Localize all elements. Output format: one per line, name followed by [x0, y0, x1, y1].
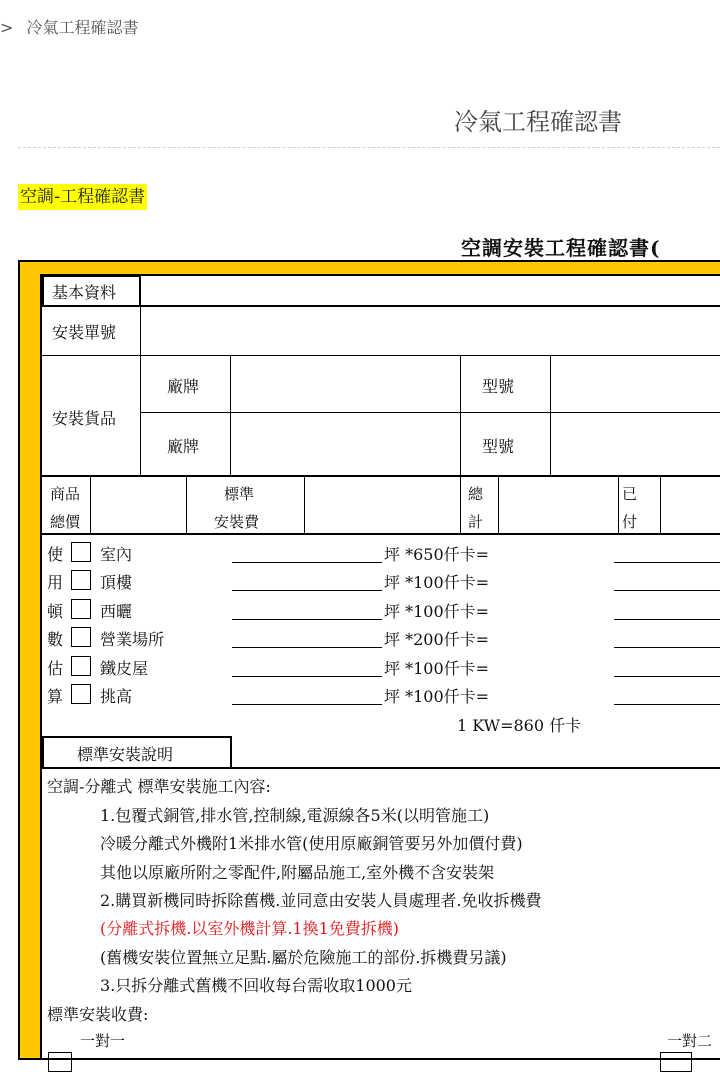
room-rate: 坪 *100仟卡=: [384, 659, 490, 678]
rule: [304, 477, 305, 533]
breadcrumb: [0, 15, 139, 38]
desc-line: 3.只拆分離式舊機不回收每台需收取1000元: [100, 976, 412, 995]
desc-line: 2.購買新機同時拆除舊機.並同意由安裝人員處理者.免收拆機費: [100, 891, 542, 910]
rule: [186, 477, 187, 533]
room-rate: 坪 *650仟卡=: [384, 545, 490, 564]
room-rate: 坪 *100仟卡=: [384, 573, 490, 592]
rule: [232, 676, 382, 677]
desc-red-line: (分離式拆機.以室外機計算.1換1免費拆機): [100, 919, 400, 938]
divider: [18, 147, 720, 148]
brand-label-1: 廠牌: [167, 377, 200, 396]
room-rate: 坪 *100仟卡=: [384, 687, 490, 706]
install-goods-label: 安裝貨品: [52, 409, 117, 428]
document-image: [18, 260, 720, 1060]
kw-note: 1 KW=860 仟卡: [457, 716, 582, 735]
room-checkbox: [71, 599, 91, 619]
breadcrumb-separator: >: [0, 18, 14, 37]
rule: [42, 533, 720, 535]
rule: [42, 305, 720, 307]
room-rate: 坪 *200仟卡=: [384, 630, 490, 649]
std-desc-label: 標準安裝說明: [77, 745, 174, 764]
document-form: [40, 274, 720, 1058]
total-price-label-1: 商品: [50, 485, 81, 503]
room-checkbox: [71, 542, 91, 562]
document-title: 空調安裝工程確認書(: [461, 236, 661, 260]
rule: [42, 767, 720, 769]
rule: [614, 562, 720, 563]
desc-line: 1.包覆式銅管,排水管,控制線,電源線各5米(以明管施工): [100, 806, 490, 825]
one-to-two-label: 一對二: [667, 1032, 713, 1050]
room-name: 挑高: [100, 687, 133, 706]
rule: [460, 477, 461, 533]
rule: [232, 562, 382, 563]
basic-info-label: 基本資料: [52, 283, 117, 302]
room-checkbox: [71, 570, 91, 590]
rule: [232, 590, 382, 591]
room-name: 營業場所: [100, 630, 165, 649]
std-fee-label-1: 標準: [224, 485, 255, 503]
paid-label-2: 付: [622, 513, 638, 531]
rule: [614, 647, 720, 648]
section-title: 空調-工程確認書: [18, 184, 147, 210]
room-checkbox: [71, 684, 91, 704]
model-label-2: 型號: [482, 437, 515, 456]
rule: [232, 704, 382, 705]
rule: [614, 619, 720, 620]
rule: [618, 477, 619, 533]
desc-line: 其他以原廠所附之零配件,附屬品施工,室外機不含安裝架: [100, 863, 495, 882]
estimate-char-3: 頓: [47, 602, 64, 621]
fee-checkbox: [48, 1052, 72, 1072]
model-label-1: 型號: [482, 377, 515, 396]
rule: [498, 477, 499, 533]
desc-heading: 空調-分離式 標準安裝施工內容:: [47, 777, 271, 796]
rule: [614, 676, 720, 677]
fee-checkbox: [660, 1052, 692, 1072]
room-name: 室內: [100, 545, 133, 564]
rule: [140, 306, 141, 476]
rule: [550, 356, 551, 476]
std-charge-label: 標準安裝收費:: [47, 1005, 149, 1024]
total-label-1: 總: [468, 485, 484, 503]
room-rate: 坪 *100仟卡=: [384, 602, 490, 621]
estimate-char-1: 使: [47, 545, 64, 564]
estimate-char-6: 算: [47, 687, 64, 706]
room-checkbox: [71, 627, 91, 647]
std-fee-label-2: 安裝費: [214, 513, 260, 531]
total-label-2: 計: [468, 513, 484, 531]
estimate-char-5: 估: [47, 659, 64, 678]
rule: [614, 590, 720, 591]
estimate-char-2: 用: [47, 573, 64, 592]
rule: [660, 477, 661, 533]
room-name: 西曬: [100, 602, 133, 621]
rule: [90, 477, 91, 533]
total-price-label-2: 總價: [50, 513, 81, 531]
desc-line: (舊機安裝位置無立足點.屬於危險施工的部份.拆機費另議): [100, 948, 507, 967]
rule: [232, 619, 382, 620]
room-name: 頂樓: [100, 573, 133, 592]
rule: [614, 704, 720, 705]
install-no-label: 安裝單號: [52, 323, 117, 342]
desc-line: 冷暖分離式外機附1米排水管(使用原廠銅管要另外加價付費): [100, 834, 523, 853]
rule: [140, 412, 720, 413]
breadcrumb-current[interactable]: 冷氣工程確認書: [26, 18, 139, 37]
one-to-one-label: 一對一: [80, 1032, 126, 1050]
rule: [230, 356, 231, 476]
page-title: 冷氣工程確認書: [454, 108, 622, 136]
rule: [460, 356, 461, 476]
brand-label-2: 廠牌: [167, 437, 200, 456]
rule: [232, 647, 382, 648]
rule: [42, 355, 720, 356]
room-checkbox: [71, 656, 91, 676]
room-name: 鐵皮屋: [100, 659, 149, 678]
estimate-char-4: 數: [47, 630, 64, 649]
paid-label-1: 已: [622, 485, 638, 503]
